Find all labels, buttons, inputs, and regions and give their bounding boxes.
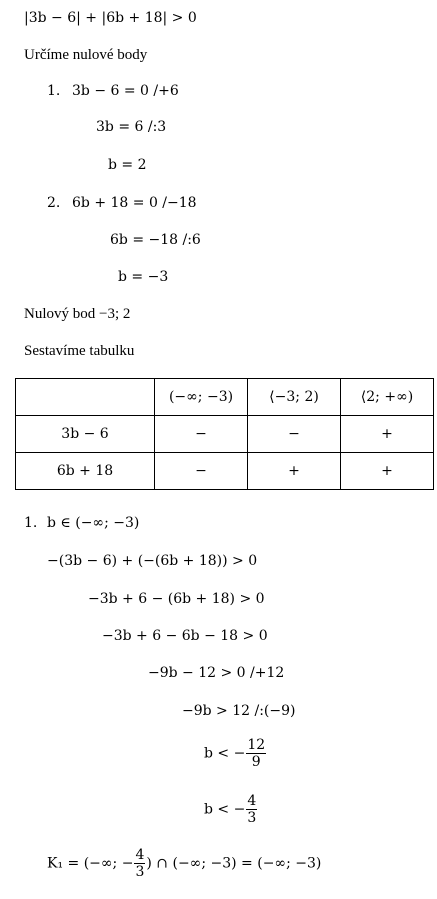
case1-step5: −9b > 12 /:(−9)	[182, 703, 296, 719]
problem-statement: |3b − 6| + |6b + 18| > 0	[24, 10, 197, 26]
zero-points-summary: Nulový bod −3; 2	[24, 306, 131, 322]
sign-cell: +	[341, 453, 434, 490]
table-row	[16, 416, 434, 453]
fraction-denominator: 3	[135, 864, 145, 880]
item2-line2: 6b = −18 /:6	[110, 232, 201, 248]
item2-line3: b = −3	[118, 269, 169, 285]
item1-line2: 3b = 6 /:3	[96, 119, 167, 135]
sign-cell: +	[248, 453, 341, 490]
case1-step2: −3b + 6 − (6b + 18) > 0	[88, 591, 265, 607]
case1-step1: −(3b − 6) + (−(6b + 18)) > 0	[47, 553, 258, 569]
case1-result	[47, 847, 321, 880]
sign-table	[15, 378, 434, 490]
fraction	[134, 847, 145, 880]
sign-cell: −	[248, 416, 341, 453]
fraction-numerator: 4	[247, 793, 257, 809]
table-header-cell: (−∞; −3)	[155, 379, 248, 416]
item1-line1: 3b − 6 = 0 /+6	[72, 83, 179, 99]
fraction	[246, 793, 257, 826]
step6-prefix: b < −	[204, 745, 246, 762]
case1-number: 1.	[24, 515, 38, 531]
result-suffix: ) ∩ (−∞; −3) = (−∞; −3)	[146, 855, 322, 872]
table-header-cell: ⟨−3; 2)	[248, 379, 341, 416]
row-label: 3b − 6	[16, 416, 155, 453]
table-header-cell	[16, 379, 155, 416]
result-prefix: K₁ = (−∞; −	[47, 855, 134, 872]
case1-step6	[204, 737, 267, 770]
fraction-denominator: 3	[247, 810, 257, 826]
item2-line1: 6b + 18 = 0 /−18	[72, 195, 197, 211]
table-row	[16, 453, 434, 490]
fraction	[246, 737, 266, 770]
table-header-row	[16, 379, 434, 416]
case1-step3: −3b + 6 − 6b − 18 > 0	[102, 628, 268, 644]
sign-cell: −	[155, 453, 248, 490]
case1-condition: b ∈ (−∞; −3)	[47, 515, 140, 531]
step7-prefix: b < −	[204, 801, 246, 818]
fraction-numerator: 12	[247, 737, 266, 753]
case1-step7	[204, 793, 258, 826]
table-intro: Sestavíme tabulku	[24, 343, 135, 359]
table-header-cell: ⟨2; +∞)	[341, 379, 434, 416]
item2-number: 2.	[47, 195, 61, 211]
item1-line3: b = 2	[108, 157, 147, 173]
sign-cell: +	[341, 416, 434, 453]
intro-text: Určíme nulové body	[24, 47, 148, 63]
row-label: 6b + 18	[16, 453, 155, 490]
sign-cell: −	[155, 416, 248, 453]
case1-step4: −9b − 12 > 0 /+12	[148, 665, 285, 681]
fraction-numerator: 4	[135, 847, 145, 863]
item1-number: 1.	[47, 83, 61, 99]
fraction-denominator: 9	[246, 753, 266, 770]
